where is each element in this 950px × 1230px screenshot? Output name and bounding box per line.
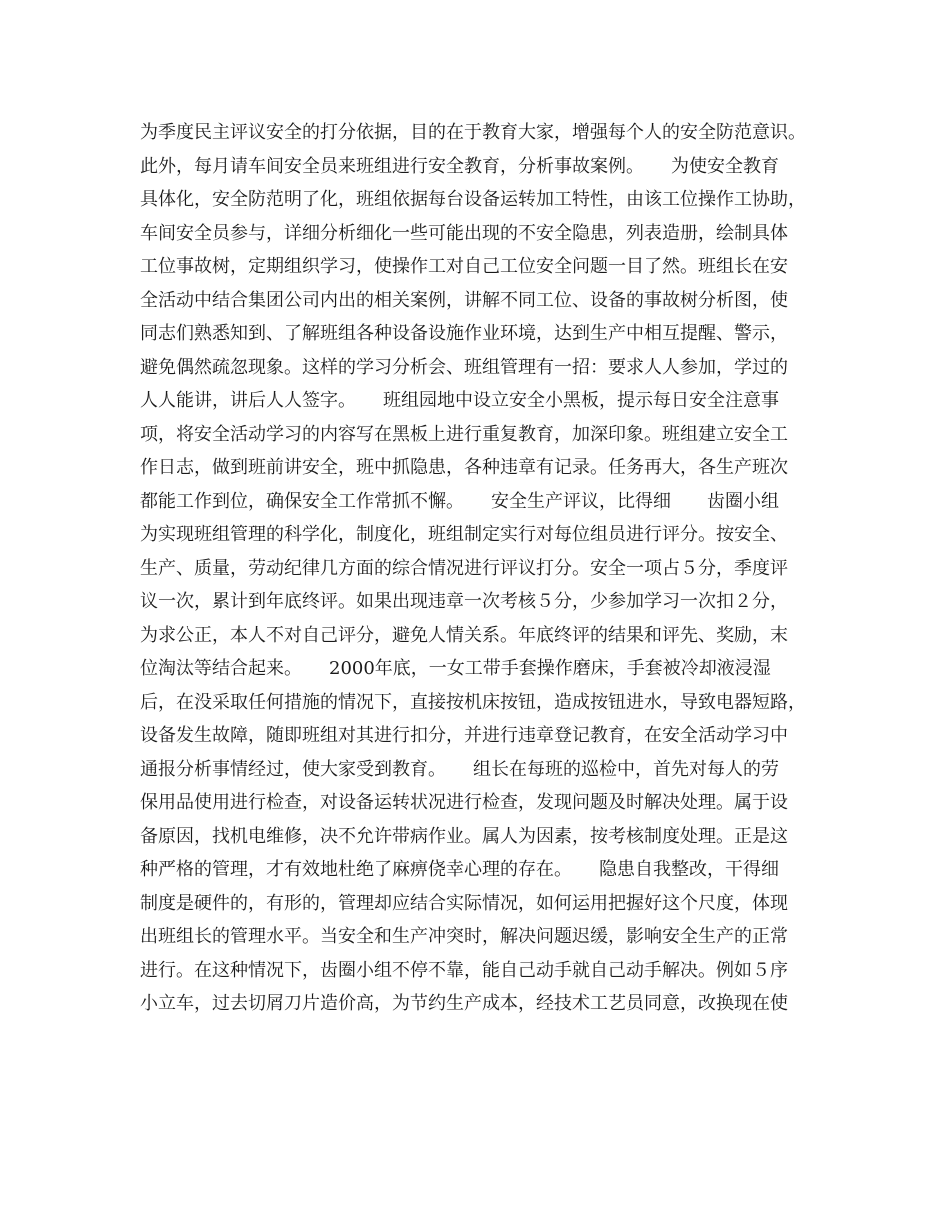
text-line: 具体化，安全防范明了化，班组依据每台设备运转加工特性，由该工位操作工协助， [140,189,806,210]
text-line: 同志们熟悉知到、了解班组各种设备设施作业环境，达到生产中相互提醒、警示， [140,323,788,344]
text-line: 作日志，做到班前讲安全，班中抓隐患，各种违章有记录。任务再大，各生产班次 [140,457,788,478]
text-line: 人人能讲，讲后人人签字。 班组园地中设立安全小黑板，提示每日安全注意事 [140,390,779,411]
text-line: 为求公正，本人不对自己评分，避免人情关系。年底终评的结果和评先、奖励，末 [140,624,788,646]
text-line: 此外，每月请车间安全员来班组进行安全教育，分析事故案例。 为使安全教育 [140,155,779,177]
text-line: 制度是硬件的，有形的，管理却应结合实际情况，如何运用把握好这个尺度，体现 [140,892,788,914]
text-line: 生产、质量，劳动纪律几方面的综合情况进行评议打分。安全一项占５分，季度评 [140,557,788,579]
text-line: 全活动中结合集团公司内出的相关案例，讲解不同工位、设备的事故树分析图，使 [140,289,788,311]
text-line: 通报分析事情经过，使大家受到教育。 组长在每班的巡检中，首先对每人的劳 [140,758,779,780]
text-line: 议一次，累计到年底终评。如果出现违章一次考核５分，少参加学习一次扣２分， [140,591,788,612]
text-line: 出班组长的管理水平。当安全和生产冲突时，解决问题迟缓，影响安全生产的正常 [140,926,788,947]
text-line: 车间安全员参与，详细分析细化一些可能出现的不安全隐患，列表造册，绘制具体 [140,222,788,244]
text-line: 设备发生故障，随即班组对其进行扣分，并进行违章登记教育，在安全活动学习中 [140,725,788,746]
body-text [140,116,830,1021]
text-line: 保用品使用进行检查，对设备运转状况进行检查，发现问题及时解决处理。属于设 [140,792,788,813]
text-line: 位淘汰等结合起来。 2000年底，一女工带手套操作磨床，手套被冷却液浸湿 [140,658,771,679]
text-line: 种严格的管理，才有效地杜绝了麻痹侥幸心理的存在。 隐患自我整改，干得细 [140,859,779,880]
text-line: 小立车，过去切屑刀片造价高，为节约生产成本，经技术工艺员同意，改换现在使 [140,993,788,1014]
text-line: 进行。在这种情况下，齿圈小组不停不靠，能自己动手就自己动手解决。例如５序 [140,959,788,981]
text-line: 都能工作到位，确保安全工作常抓不懈。 安全生产评议，比得细 齿圈小组 [140,490,779,512]
text-line: 工位事故树，定期组织学习，使操作工对自己工位安全问题一目了然。班组长在安 [140,256,788,277]
text-line: 为实现班组管理的科学化，制度化，班组制定实行对每位组员进行评分。按安全、 [140,524,788,545]
text-line: 项，将安全活动学习的内容写在黑板上进行重复教育，加深印象。班组建立安全工 [140,423,788,445]
text-line: 备原因，找机电维修，决不允许带病作业。属人为因素，按考核制度处理。正是这 [140,825,788,847]
text-line: 后，在没采取任何措施的情况下，直接按机床按钮，造成按钮进水，导致电器短路， [140,691,806,713]
text-line: 避免偶然疏忽现象。这样的学习分析会、班组管理有一招：要求人人参加，学过的 [140,356,788,378]
text-line: 为季度民主评议安全的打分依据，目的在于教育大家，增强每个人的安全防范意识。 [140,122,806,143]
